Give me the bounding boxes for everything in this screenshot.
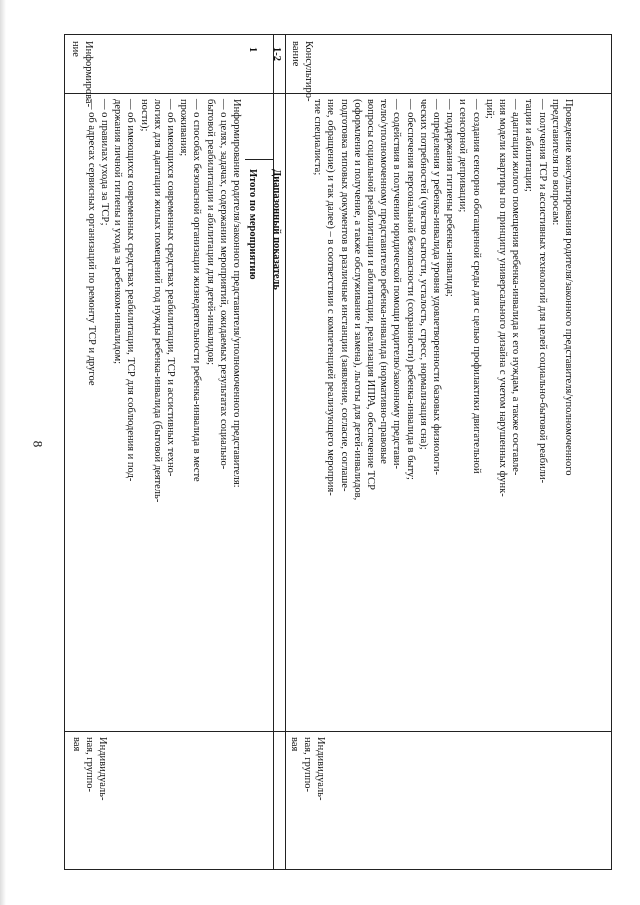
row2-method-line: вая — [288, 737, 300, 752]
row-divider-2 — [285, 35, 286, 869]
row1-content-line: ности); — [138, 99, 150, 132]
activities-table — [64, 34, 612, 870]
scan-edge — [0, 0, 6, 905]
row2-content-line: ние, обращение) и так далее) – в соответствии с компетенцией реализующего мероприя- — [325, 99, 337, 496]
row2-content-line: — обеспечения персональной безопасности (сохранности) ребенка-инвалида в быту; — [404, 99, 416, 480]
row1-method-line: ная, группо- — [83, 737, 95, 793]
row2-content-line: ций; — [483, 99, 495, 119]
row1-content-line: держания личной гигиены и ухода за ребенком-инвалидом; — [112, 99, 124, 365]
row2-content-line: тие специалиста; — [312, 99, 324, 176]
row2-content-line: — поддержания гигиены ребенка-инвалида; — [444, 99, 456, 297]
row2-content-line: подготовка типовых документов в различные инстанции (заявление, согласие, соглаше- — [338, 99, 350, 492]
total-label: Итого по мероприятию — [247, 169, 258, 280]
row2-content-line: — создания сенсорно обогащенной среды для с целью профилактики двигательной — [470, 99, 482, 474]
row1-content-line: — о способах безопасной организации жизнедеятельности ребенка-инвалида в месте — [191, 99, 203, 482]
row2-content-line: ния модели квартиры по принципу универсального дизайна с учетом нарушенных функ- — [496, 99, 508, 497]
row2-form-line: вание — [289, 41, 301, 67]
row1-content-line: проживания; — [178, 99, 190, 157]
row2-content-line: — определения у ребенка-инвалида уровня удовлетворенности базовых физиологи- — [430, 99, 442, 476]
row1-content-line: — об имеющихся современных средствах реабилитации, ТСР для соблюдения и под- — [125, 99, 137, 482]
row2-form-line: Консультиро- — [303, 41, 314, 102]
row2-content-line: — получения ТСР и ассистивных технологий для целей социально-бытовой реабили- — [536, 99, 548, 484]
page-number: 8 — [30, 440, 46, 448]
row2-content — [311, 99, 575, 500]
column-divider-form — [65, 93, 611, 94]
row1-form — [69, 41, 95, 107]
row2-content-line: телю/уполномоченному представителю ребенка-инвалида (нормативно-правовые — [378, 99, 390, 464]
row2-method — [287, 737, 327, 800]
row1-content-line: логиях для адаптации жилых помещений под нужды ребенка-инвалида (бытовой деятель- — [151, 99, 163, 503]
range-value: 1-2 — [271, 47, 282, 61]
row1-content-line: — о целях, задачах, содержании мероприятий, ожидаемых результатах социально- — [217, 99, 229, 470]
row1-method-line: Индивидуаль- — [97, 737, 108, 801]
row1-form-line: Информирова- — [83, 41, 94, 108]
row2-content-line: Проведение консультирования родителя/законного представителя/уполномоченного — [563, 99, 574, 476]
row2-method-line: ная, группо- — [301, 737, 313, 793]
column-divider-method — [65, 731, 611, 732]
row1-content-line: бытовой реабилитации и абилитации для детей-инвалидов; — [204, 99, 216, 365]
row2-content-line: ческих потребностей (чувство сытости, усталость, стресс, нормализация сна); — [417, 99, 429, 450]
row2-content-line: — адаптации жилого помещения ребенка-инвалида к его нуждам, а также составле- — [510, 99, 522, 476]
row2-content-line: вопросы социальной реабилитации и абилитации, реализация ИПРА, обеспечение ТСР — [364, 99, 376, 490]
row1-method-line: вая — [70, 737, 82, 752]
row2-content-line: и сенсорной депривации; — [457, 99, 469, 213]
row2-content-line: — содействия в получении юридической помощи родителю/законному представи- — [391, 99, 403, 470]
row1-content-line: — об адресах сервисных организаций по ремонту ТСР и другое — [85, 99, 97, 386]
row1-content-line: Информирование родителя/законного представителя/уполномоченного представителя: — [231, 99, 242, 488]
row1-content-line: — об имеющихся современных средствах реабилитации, ТСР и ассистивных техно- — [164, 99, 176, 477]
row2-content-line: тации и абилитации; — [523, 99, 535, 192]
range-label: Диапазонный показатель — [271, 169, 282, 290]
row2-method-line: Индивидуаль- — [315, 737, 326, 801]
row1-content — [85, 99, 243, 502]
row1-form-line: ние — [69, 41, 81, 57]
row2-content-line: представителя по вопросам: — [549, 99, 561, 226]
total-value: 1 — [247, 47, 258, 53]
row1-method — [69, 737, 109, 800]
row-divider-1 — [273, 35, 274, 869]
total-divider — [245, 159, 273, 160]
row1-content-line: — о правилах ухода за ТСР; — [98, 99, 110, 226]
row2-form — [289, 41, 315, 102]
row2-content-line: (оформление и получение, а также обслуживание и замена), льготы для детей-инвалидов, — [351, 99, 363, 501]
